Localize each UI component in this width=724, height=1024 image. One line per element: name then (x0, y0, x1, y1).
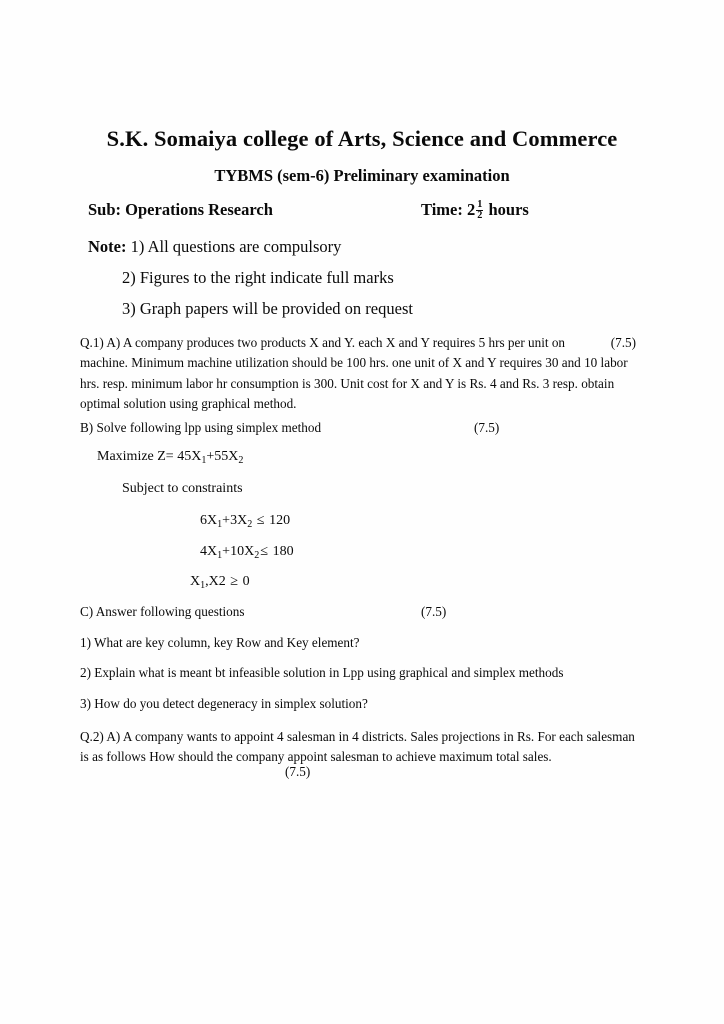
question-1c-marks: (7.5) (421, 604, 447, 619)
note-item-2: 2) Figures to the right indicate full marks (122, 268, 394, 287)
time-field (421, 200, 529, 223)
constraint-1-coef-2: +3X (222, 513, 248, 528)
constraint-2-sub-2: 2 (254, 549, 260, 561)
question-1c-sub-2: 2) Explain what is meant bt infeasible solution in Lpp using graphical and simplex methods (80, 665, 564, 680)
constraint-3-var-1: X (190, 574, 201, 589)
constraint-3-rhs: 0 (242, 574, 250, 589)
subject-label: Sub: (88, 200, 122, 219)
page-subtitle: TYBMS (sem-6) Preliminary examination (214, 166, 510, 185)
question-2a-marks: (7.5) (285, 764, 311, 779)
constraint-2-coef-1: 4X (200, 544, 218, 559)
question-1b-text: B) Solve following lpp using simplex method (80, 420, 322, 435)
subject-value: Operations Research (125, 200, 273, 219)
constraint-3-sub-1: 1 (200, 579, 206, 591)
constraint-2-operator: ≤ (260, 543, 269, 559)
constraint-2-coef-2: +10X (222, 544, 255, 559)
note-item-3: 3) Graph papers will be provided on request (122, 299, 413, 318)
fraction-denominator: 2 (477, 210, 483, 222)
question-1a (80, 333, 636, 414)
subject-to-constraints-label: Subject to constraints (122, 481, 243, 496)
time-whole-number: 2 (466, 200, 476, 219)
note-label: Note: (88, 237, 127, 256)
constraint-1-operator: ≤ (256, 512, 265, 528)
constraint-1-rhs: 120 (269, 513, 291, 528)
time-label: Time: (421, 200, 463, 219)
subject-field (88, 200, 273, 220)
question-2a-text: Q.2) A) A company wants to appoint 4 salesman in 4 districts. Sales projections in Rs. For each salesman is as follows How should the company appoint salesman to achieve maximum total sales. (80, 729, 635, 765)
question-1c-text: C) Answer following questions (80, 604, 245, 619)
constraint-3-nonnegativity (190, 573, 250, 590)
constraint-1-coef-1: 6X (200, 513, 218, 528)
note-item-1 (88, 237, 341, 257)
objective-subscript-2: 2 (238, 454, 244, 466)
question-1c-sub-3: 3) How do you detect degeneracy in simplex solution? (80, 696, 368, 711)
constraint-1-sub-1: 1 (217, 518, 223, 530)
question-1b-marks: (7.5) (474, 420, 500, 435)
page-title: S.K. Somaiya college of Arts, Science and Commerce (106, 126, 618, 151)
constraint-1 (200, 512, 290, 529)
note-item-1-text: 1) All questions are compulsory (130, 237, 342, 256)
objective-prefix: Maximize Z= 45X (97, 449, 202, 464)
constraint-2 (200, 543, 294, 560)
constraint-2-sub-1: 1 (217, 549, 223, 561)
question-1a-text: Q.1) A) A company produces two products X and Y. each X and Y requires 5 hrs per unit on machine. Minimum machine utilization should be 100 hrs. one unit of X and Y requires 30 and 10 labor hrs. resp. minimum labor hr consumption is 300. Unit cost for X and Y is Rs. 4 and Rs. 3 resp. obtain optimal solution using graphical method. (80, 335, 628, 411)
time-fraction-half (476, 200, 483, 222)
time-unit: hours (488, 200, 529, 219)
constraint-1-sub-2: 2 (247, 518, 253, 530)
question-1a-marks: (7.5) (610, 335, 636, 350)
objective-function (97, 449, 243, 465)
question-1c-sub-1: 1) What are key column, key Row and Key element? (80, 635, 360, 650)
constraint-2-rhs: 180 (272, 544, 294, 559)
constraint-3-var-2: ,X2 (205, 574, 226, 589)
objective-subscript-1: 1 (201, 454, 207, 466)
fraction-numerator: 1 (477, 198, 483, 210)
objective-mid: +55X (206, 449, 239, 464)
constraint-3-operator: ≥ (230, 573, 239, 589)
